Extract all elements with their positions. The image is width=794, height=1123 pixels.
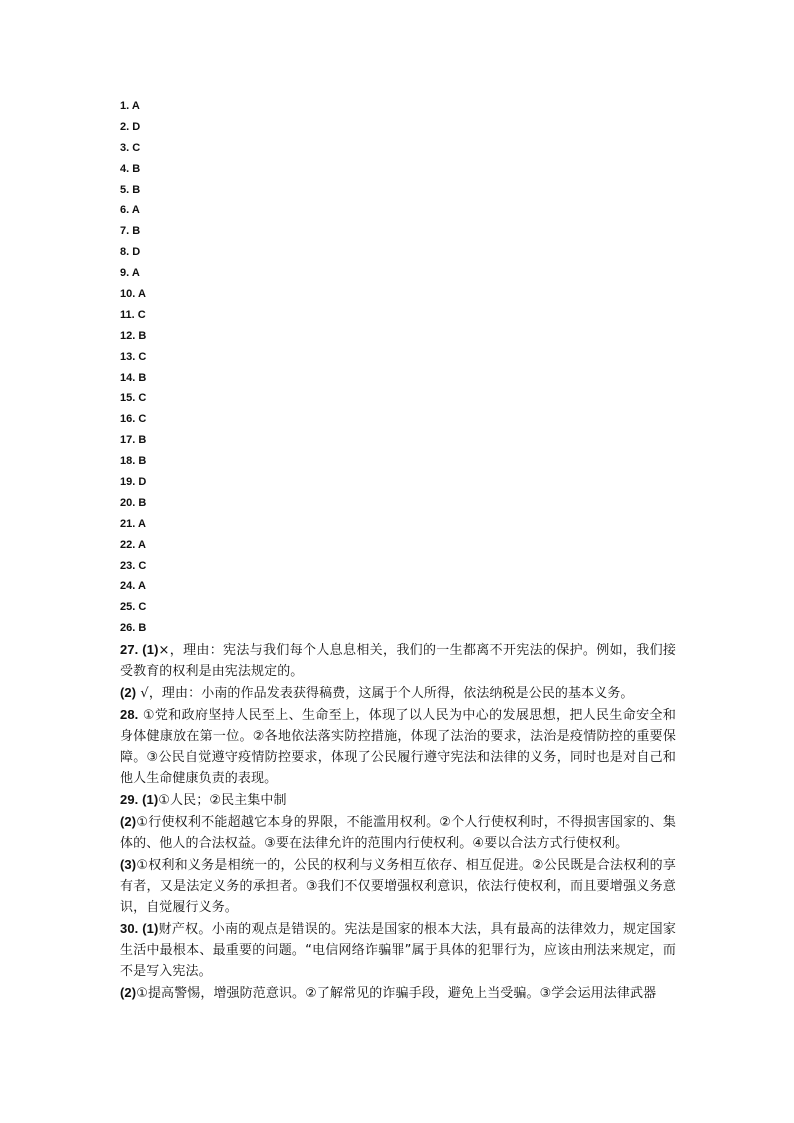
answer-paragraph bbox=[120, 918, 676, 982]
answer-document bbox=[120, 96, 676, 1004]
answer-item bbox=[120, 96, 676, 117]
answer-item bbox=[120, 430, 676, 451]
answer-item bbox=[120, 159, 676, 180]
answer-text: 财产权。小南的观点是错误的。宪法是国家的根本大法，具有最高的法律效力，规定国家生活中最根本、最重要的问题。“电信网络诈骗罪”属于具体的犯罪行为，应该由刑法来规定，而不是写入宪法。 bbox=[120, 922, 676, 980]
answer-item bbox=[120, 263, 676, 284]
answer-item bbox=[120, 180, 676, 201]
question-number: 29. (1) bbox=[120, 792, 159, 808]
answer-number: 6. bbox=[120, 204, 130, 217]
answer-item bbox=[120, 347, 676, 368]
answer-choice: A bbox=[137, 580, 146, 593]
answer-choice: C bbox=[138, 559, 147, 572]
answer-choice: C bbox=[132, 141, 141, 154]
answer-item bbox=[120, 618, 676, 639]
answer-number: 13. bbox=[120, 350, 136, 363]
answer-item bbox=[120, 556, 676, 577]
answer-item bbox=[120, 409, 676, 430]
answer-text: ①权利和义务是相统一的，公民的权利与义务相互依存、相互促进。②公民既是合法权利的享有者，又是法定义务的承担者。③我们不仅要增强权利意识，依法行使权利，而且要增强义务意识，自觉履行义务。 bbox=[120, 858, 676, 916]
answer-list bbox=[120, 96, 676, 639]
answer-number: 18. bbox=[120, 455, 136, 468]
answer-number: 12. bbox=[120, 329, 136, 342]
answer-choice: A bbox=[131, 100, 140, 112]
explanation-section bbox=[120, 639, 676, 1004]
answer-item bbox=[120, 200, 676, 221]
answer-choice: A bbox=[137, 288, 146, 301]
answer-paragraph bbox=[120, 704, 676, 789]
answer-item bbox=[120, 221, 676, 242]
answer-choice: B bbox=[132, 225, 141, 238]
question-number: 27. (1) bbox=[120, 642, 159, 658]
answer-paragraph bbox=[120, 982, 676, 1004]
answer-text: ①提高警惕，增强防范意识。②了解常见的诈骗手段，避免上当受骗。③学会运用法律武器 bbox=[136, 986, 657, 1002]
answer-item bbox=[120, 535, 676, 556]
answer-item bbox=[120, 388, 676, 409]
answer-choice: C bbox=[138, 350, 147, 363]
answer-choice: C bbox=[138, 413, 147, 426]
answer-paragraph bbox=[120, 854, 676, 918]
answer-choice: C bbox=[138, 392, 147, 405]
answer-paragraph bbox=[120, 639, 676, 682]
answer-number: 7. bbox=[120, 225, 130, 238]
answer-choice: C bbox=[138, 601, 147, 614]
answer-item bbox=[120, 242, 676, 263]
answer-choice: B bbox=[132, 162, 141, 175]
answer-number: 26. bbox=[120, 622, 136, 635]
answer-choice: B bbox=[138, 622, 147, 635]
answer-number: 15. bbox=[120, 392, 136, 405]
answer-choice: A bbox=[131, 204, 140, 217]
question-number: (2) bbox=[120, 814, 137, 830]
answer-choice: B bbox=[132, 183, 141, 196]
answer-item bbox=[120, 493, 676, 514]
answer-choice: D bbox=[132, 246, 141, 259]
answer-paragraph bbox=[120, 789, 676, 811]
answer-item bbox=[120, 368, 676, 389]
answer-number: 11. bbox=[120, 308, 135, 321]
answer-item bbox=[120, 305, 676, 326]
answer-number: 25. bbox=[120, 601, 136, 614]
answer-number: 17. bbox=[120, 434, 136, 447]
answer-number: 5. bbox=[120, 183, 130, 196]
answer-number: 3. bbox=[120, 141, 130, 154]
answer-item bbox=[120, 138, 676, 159]
answer-choice: B bbox=[138, 496, 147, 509]
answer-number: 2. bbox=[120, 120, 130, 133]
question-number: 30. (1) bbox=[120, 921, 159, 937]
question-number: (3) bbox=[120, 857, 137, 873]
answer-text: ①行使权利不能超越它本身的界限，不能滥用权利。②个人行使权利时，不得损害国家的、集体的、他人的合法权益。③要在法律允许的范围内行使权利。④要以合法方式行使权利。 bbox=[120, 815, 676, 852]
answer-number: 14. bbox=[120, 371, 136, 384]
answer-number: 22. bbox=[120, 538, 136, 551]
answer-item bbox=[120, 472, 676, 493]
answer-item bbox=[120, 514, 676, 535]
answer-number: 9. bbox=[120, 267, 130, 280]
answer-item bbox=[120, 117, 676, 138]
answer-number: 8. bbox=[120, 246, 130, 259]
answer-item bbox=[120, 597, 676, 618]
answer-item bbox=[120, 451, 676, 472]
answer-number: 20. bbox=[120, 496, 136, 509]
answer-choice: D bbox=[132, 120, 141, 133]
answer-choice: B bbox=[138, 371, 147, 384]
answer-choice: D bbox=[138, 476, 147, 489]
question-number: 28. bbox=[120, 707, 139, 723]
answer-text: ×，理由：宪法与我们每个人息息相关，我们的一生都离不开宪法的保护。例如，我们接受教育的权利是由宪法规定的。 bbox=[120, 643, 677, 680]
answer-item bbox=[120, 284, 676, 305]
answer-choice: B bbox=[138, 434, 147, 447]
answer-choice: B bbox=[138, 455, 147, 468]
answer-paragraph bbox=[120, 682, 676, 704]
answer-number: 4. bbox=[120, 162, 130, 175]
answer-text: √，理由：小南的作品发表获得稿费，这属于个人所得，依法纳税是公民的基本义务。 bbox=[136, 686, 634, 702]
answer-number: 10. bbox=[120, 288, 136, 301]
answer-choice: A bbox=[137, 517, 146, 530]
answer-choice: C bbox=[137, 308, 146, 321]
answer-number: 16. bbox=[120, 413, 136, 426]
question-number: (2) bbox=[120, 685, 137, 701]
question-number: (2) bbox=[120, 985, 137, 1001]
answer-choice: A bbox=[131, 267, 140, 280]
answer-text: ①党和政府坚持人民至上、生命至上，体现了以人民为中心的发展思想，把人民生命安全和身体健康放在第一位。②各地依法落实防控措施，体现了法治的要求，法治是疫情防控的重要保障。③公民自觉遵守疫情防控要求，体现了公民履行遵守宪法和法律的义务，同时也是对自己和他人生命健康负责的表现。 bbox=[120, 708, 676, 787]
answer-choice: A bbox=[137, 538, 146, 551]
answer-number: 19. bbox=[120, 476, 136, 489]
answer-number: 21. bbox=[120, 517, 136, 530]
answer-number: 1. bbox=[120, 100, 130, 112]
answer-number: 24. bbox=[120, 580, 136, 593]
answer-item bbox=[120, 576, 676, 597]
answer-paragraph bbox=[120, 811, 676, 854]
answer-number: 23. bbox=[120, 559, 136, 572]
answer-text: ①人民；②民主集中制 bbox=[158, 793, 287, 809]
answer-choice: B bbox=[138, 329, 147, 342]
answer-item bbox=[120, 326, 676, 347]
